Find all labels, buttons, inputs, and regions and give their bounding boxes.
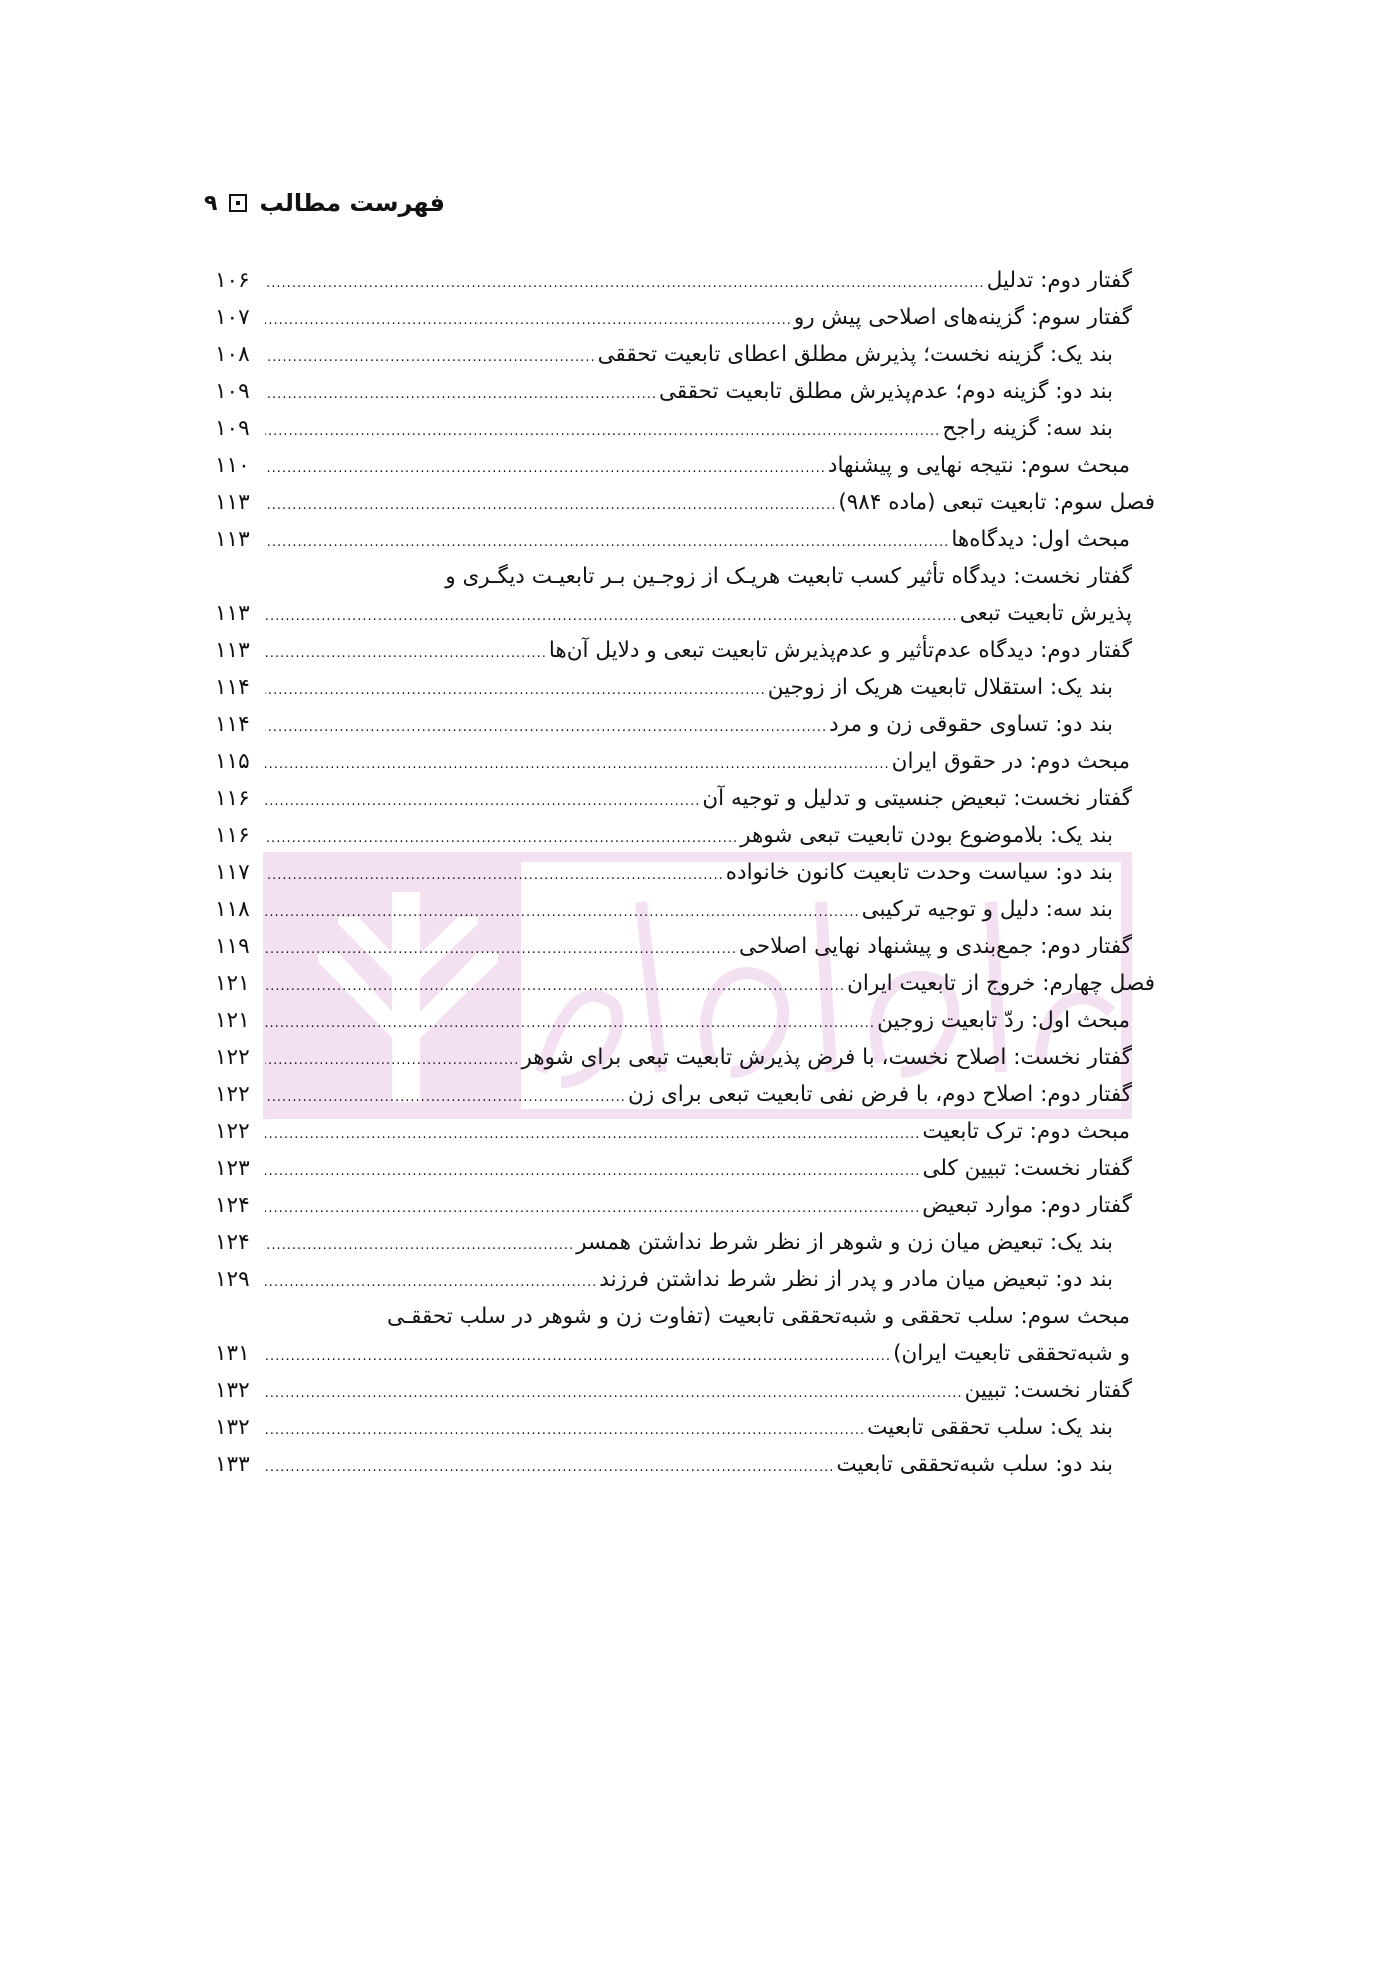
toc-entry-title: گفتار نخست: اصلاح نخست، با فرض پذیرش تابعیت تبعی برای شوهر xyxy=(521,1045,1132,1070)
dot-leader xyxy=(265,1412,865,1449)
toc-entry-title: مبحث اول: ردّ تابعیت زوجین xyxy=(877,1008,1130,1033)
toc-entry-page: ۱۰۹ xyxy=(215,416,250,441)
dot-leader xyxy=(265,1190,920,1227)
dot-leader xyxy=(265,413,940,450)
toc-entry[interactable] xyxy=(215,558,1150,595)
toc-entry[interactable] xyxy=(215,373,1150,410)
toc-entry[interactable] xyxy=(215,410,1150,447)
toc-entry-title: بند یک: استقلال تابعیت هریک از زوجین xyxy=(767,675,1113,700)
toc-entry[interactable] xyxy=(215,447,1150,484)
toc-entry[interactable] xyxy=(215,595,1150,632)
toc-entry[interactable] xyxy=(215,928,1150,965)
dot-leader xyxy=(265,376,657,413)
toc-entry-page: ۱۱۳ xyxy=(215,638,250,663)
toc-entry-page: ۱۰۷ xyxy=(215,305,250,330)
dot-leader xyxy=(265,968,845,1005)
dot-leader xyxy=(265,931,737,968)
toc-entry-page: ۱۱۶ xyxy=(215,823,250,848)
toc-entry-page: ۱۰۸ xyxy=(215,342,250,367)
dot-leader xyxy=(265,450,826,487)
toc-entry-title: گفتار دوم: تدلیل xyxy=(986,268,1132,293)
toc-entry[interactable] xyxy=(215,521,1150,558)
page-number: ۹ xyxy=(204,190,218,216)
dot-leader xyxy=(265,783,700,820)
toc-entry[interactable] xyxy=(215,1409,1150,1446)
toc-entry[interactable] xyxy=(215,262,1150,299)
toc-entry[interactable] xyxy=(215,1002,1150,1039)
toc-entry[interactable] xyxy=(215,743,1150,780)
toc-entry-title: بند یک: سلب تحققی تابعیت xyxy=(867,1415,1113,1440)
toc-entry[interactable] xyxy=(215,1335,1150,1372)
toc-entry-title: فصل چهارم: خروج از تابعیت ایران xyxy=(847,971,1155,996)
toc-entry[interactable] xyxy=(215,669,1150,706)
toc-entry-title: گفتار دوم: اصلاح دوم، با فرض نفی تابعیت تبعی برای زن xyxy=(627,1082,1132,1107)
dot-leader xyxy=(265,1005,875,1042)
toc-entry-page: ۱۱۵ xyxy=(215,749,250,774)
toc-entry[interactable] xyxy=(215,965,1155,1002)
toc-entry[interactable] xyxy=(215,1187,1150,1224)
dot-leader xyxy=(265,1153,920,1190)
toc-entry-page: ۱۱۸ xyxy=(215,897,250,922)
toc-entry-page: ۱۲۲ xyxy=(215,1119,250,1144)
toc-entry-page: ۱۲۱ xyxy=(215,1008,250,1033)
dot-leader xyxy=(265,1264,597,1301)
toc-entry-page: ۱۱۴ xyxy=(215,675,250,700)
toc-entry[interactable] xyxy=(215,484,1155,521)
toc-entry-title: بند دو: گزینه دوم؛ عدم‌پذیرش مطلق تابعیت تحققی xyxy=(658,379,1113,404)
toc-entry[interactable] xyxy=(215,1076,1150,1113)
toc-entry-page: ۱۱۳ xyxy=(215,490,250,515)
toc-entry-title: گفتار نخست: تبیین xyxy=(964,1378,1132,1403)
toc-entry-page: ۱۱۹ xyxy=(215,934,250,959)
toc-entry-page: ۱۱۳ xyxy=(215,527,250,552)
toc-entry-title: بند دو: سیاست وحدت تابعیت کانون خانواده xyxy=(725,860,1113,885)
toc-entry-page: ۱۳۲ xyxy=(215,1378,250,1403)
dot-leader xyxy=(265,339,596,376)
toc-entry[interactable] xyxy=(215,854,1150,891)
toc-entry[interactable] xyxy=(215,299,1150,336)
toc-entry-page: ۱۰۶ xyxy=(215,268,250,293)
toc-entry[interactable] xyxy=(215,1372,1150,1409)
toc-entry[interactable] xyxy=(215,336,1150,373)
toc-entry-page: ۱۱۰ xyxy=(215,453,250,478)
toc-entry[interactable] xyxy=(215,1039,1150,1076)
toc-entry[interactable] xyxy=(215,817,1150,854)
dot-leader xyxy=(265,635,547,672)
toc-entry-title: گفتار نخست: دیدگاه تأثیر کسب تابعیت هریـک از زوجـین بـر تابعیـت دیگـری و xyxy=(445,564,1132,589)
dot-leader xyxy=(265,820,738,857)
square-box-icon xyxy=(229,194,247,212)
toc-entry-page: ۱۱۶ xyxy=(215,786,250,811)
toc-entry-page: ۱۲۴ xyxy=(215,1230,250,1255)
toc-entry-page: ۱۲۹ xyxy=(215,1267,250,1292)
toc-entry-page: ۱۳۲ xyxy=(215,1415,250,1440)
toc-entry-title: گفتار دوم: دیدگاه عدم‌تأثیر و عدم‌پذیرش تابعیت تبعی و دلایل آن‌ها xyxy=(548,638,1132,663)
toc-entry-page: ۱۲۲ xyxy=(215,1045,250,1070)
dot-leader xyxy=(265,265,985,302)
dot-leader xyxy=(265,709,827,746)
toc-entry-title: بند یک: تبعیض میان زن و شوهر از نظر شرط نداشتن همسر xyxy=(576,1230,1113,1255)
toc-entry[interactable] xyxy=(215,706,1150,743)
toc-entry-title: گفتار دوم: موارد تبعیض xyxy=(922,1193,1132,1218)
dot-leader xyxy=(265,746,890,783)
toc-entry[interactable] xyxy=(215,1298,1150,1335)
toc-entry-title: مبحث دوم: در حقوق ایران xyxy=(891,749,1130,774)
table-of-contents xyxy=(215,262,1155,1483)
toc-entry-title: بند دو: سلب شبه‌تحققی تابعیت xyxy=(836,1452,1113,1477)
dot-leader xyxy=(265,857,724,894)
toc-entry[interactable] xyxy=(215,891,1150,928)
toc-entry[interactable] xyxy=(215,1150,1150,1187)
toc-entry-page: ۱۰۹ xyxy=(215,379,250,404)
dot-leader xyxy=(265,524,949,561)
toc-entry-title: گفتار دوم: جمع‌بندی و پیشنهاد نهایی اصلاحی xyxy=(739,934,1132,959)
dot-leader xyxy=(265,672,766,709)
toc-entry-page: ۱۲۲ xyxy=(215,1082,250,1107)
dot-leader xyxy=(265,1079,626,1116)
toc-entry[interactable] xyxy=(215,1224,1150,1261)
toc-entry[interactable] xyxy=(215,1113,1150,1150)
toc-entry-title: فصل سوم: تابعیت تبعی (ماده ۹۸۴) xyxy=(838,490,1155,515)
dot-leader xyxy=(265,1042,519,1079)
toc-entry-title: مبحث اول: دیدگاه‌ها xyxy=(951,527,1130,552)
dot-leader xyxy=(265,894,860,931)
toc-entry-page: ۱۲۴ xyxy=(215,1193,250,1218)
toc-entry-page: ۱۱۳ xyxy=(215,601,250,626)
toc-entry[interactable] xyxy=(215,1446,1150,1483)
toc-entry-title: پذیرش تابعیت تبعی xyxy=(959,601,1132,626)
toc-entry[interactable] xyxy=(215,1261,1150,1298)
dot-leader xyxy=(265,1375,963,1412)
toc-entry-title: بند سه: گزینه راجح xyxy=(942,416,1113,441)
toc-entry-title: گفتار سوم: گزینه‌های اصلاحی پیش رو xyxy=(793,305,1132,330)
toc-entry-title: بند یک: بلاموضوع بودن تابعیت تبعی شوهر xyxy=(740,823,1113,848)
toc-entry-page: ۱۲۳ xyxy=(215,1156,250,1181)
toc-entry[interactable] xyxy=(215,780,1150,817)
header-title: فهرست مطالب xyxy=(259,189,445,217)
dot-leader xyxy=(265,302,792,339)
page-header xyxy=(200,180,445,226)
dot-leader xyxy=(265,1227,574,1264)
toc-entry-title: گفتار نخست: تبیین کلی xyxy=(922,1156,1132,1181)
toc-entry-page: ۱۱۴ xyxy=(215,712,250,737)
toc-entry-title: گفتار نخست: تبعیض جنسیتی و تدلیل و توجیه آن xyxy=(702,786,1132,811)
toc-entry-title: مبحث دوم: ترک تابعیت xyxy=(922,1119,1130,1144)
toc-entry-page: ۱۲۱ xyxy=(215,971,250,996)
dot-leader xyxy=(265,487,836,524)
toc-entry-title: مبحث سوم: نتیجه نهایی و پیشنهاد xyxy=(827,453,1130,478)
dot-leader xyxy=(265,1449,834,1486)
dot-leader xyxy=(265,1116,920,1153)
toc-entry-page: ۱۱۷ xyxy=(215,860,250,885)
toc-entry-page: ۱۳۱ xyxy=(215,1341,250,1366)
dot-leader xyxy=(265,1338,891,1375)
toc-entry-page: ۱۳۳ xyxy=(215,1452,250,1477)
toc-entry-title: بند یک: گزینه نخست؛ پذیرش مطلق اعطای تابعیت تحققی xyxy=(597,342,1113,367)
toc-entry-title: و شبه‌تحققی تابعیت ایران) xyxy=(893,1341,1130,1366)
toc-entry-title: بند دو: تساوی حقوقی زن و مرد xyxy=(829,712,1113,737)
toc-entry-title: بند سه: دلیل و توجیه ترکیبی xyxy=(861,897,1113,922)
toc-entry[interactable] xyxy=(215,632,1150,669)
toc-entry-title: مبحث سوم: سلب تحققی و شبه‌تحققی تابعیت (تفاوت زن و شوهر در سلب تحققـی xyxy=(386,1304,1130,1329)
dot-leader xyxy=(265,598,958,635)
toc-entry-title: بند دو: تبعیض میان مادر و پدر از نظر شرط نداشتن فرزند xyxy=(599,1267,1113,1292)
